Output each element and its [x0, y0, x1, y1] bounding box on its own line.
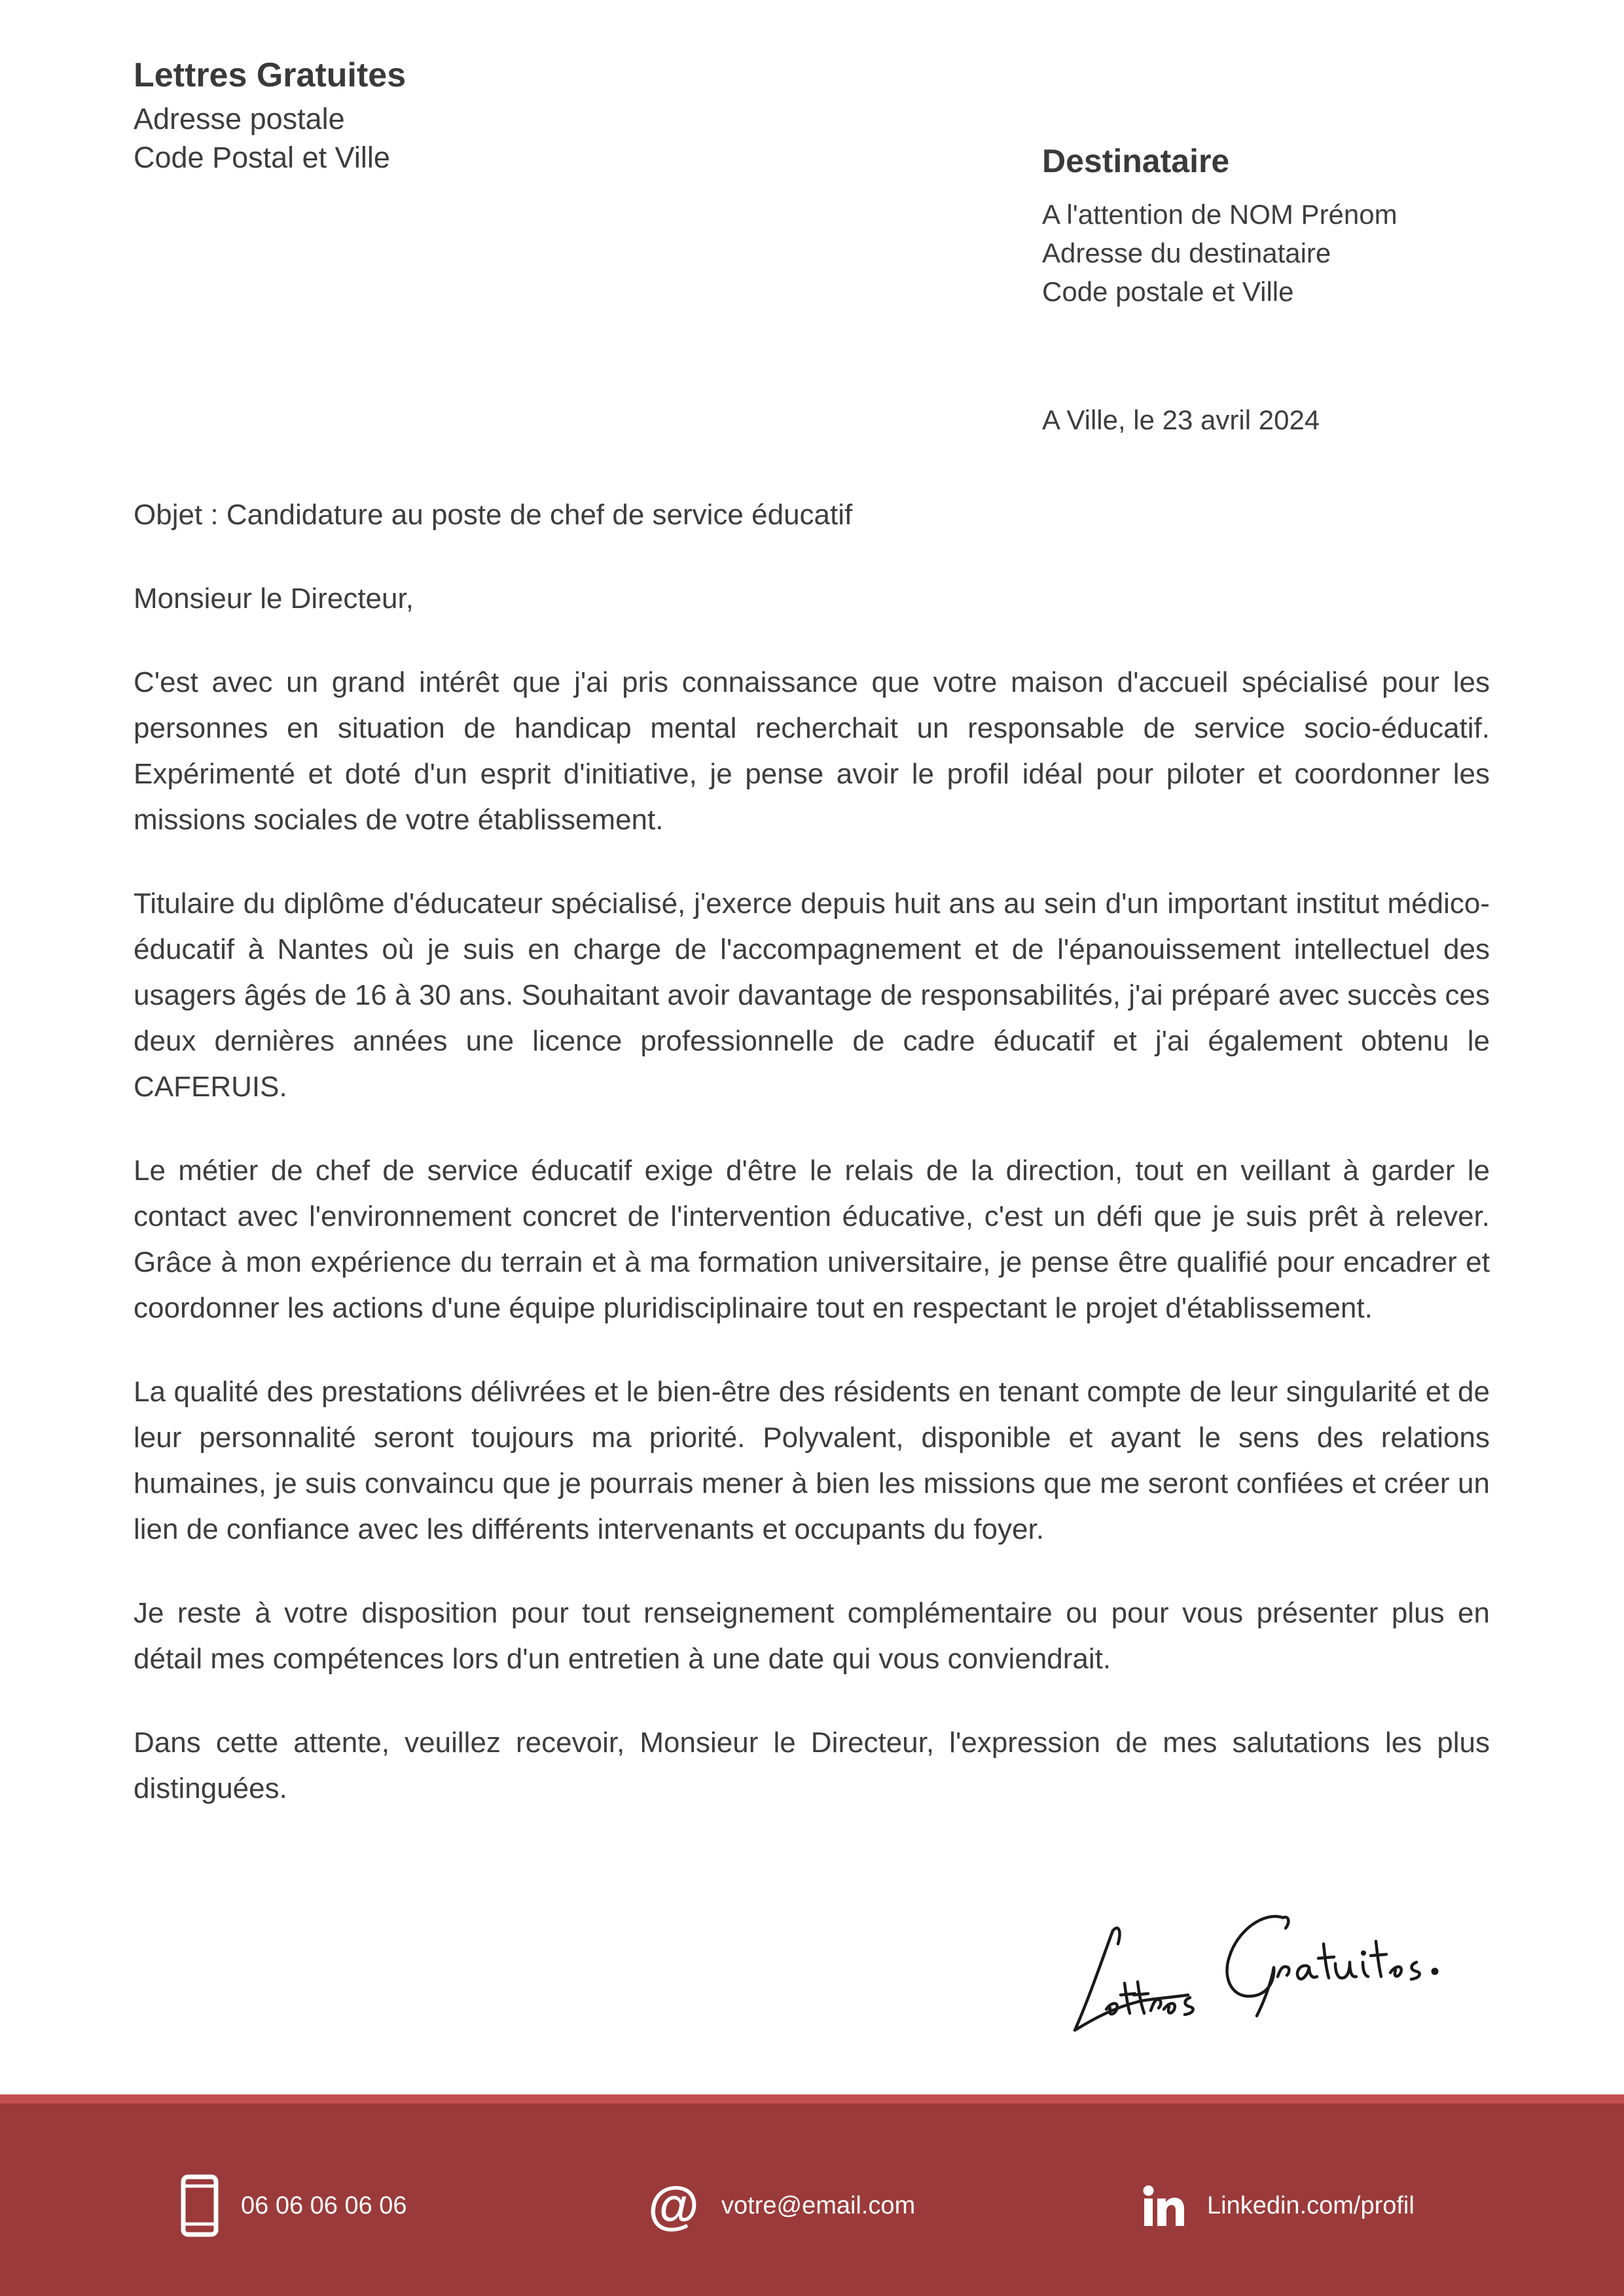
recipient-title: Destinataire: [1042, 143, 1230, 179]
contact-email: [648, 2174, 915, 2237]
letter-paragraph: Le métier de chef de service éducatif exige d'être le relais de la direction, tout en veillant à garder le contact avec l'environnement concret de l'intervention éducative, c'est un défi que je suis prêt à relever. Grâce à mon expérience du terrain et à ma formation universitaire, je pense être qualifié pour encadrer et coordonner les actions d'une équipe pluridisciplinaire tout en respectant le projet d'établissement.: [134, 1155, 1490, 1324]
at-sign-icon: @: [648, 2176, 700, 2234]
recipient-attention: A l'attention de NOM Prénom: [1042, 199, 1398, 230]
contact-phone-text[interactable]: 06 06 06 06 06: [241, 2191, 407, 2219]
letter-paragraph: Dans cette attente, veuillez recevoir, Monsieur le Directeur, l'expression de mes salutations les plus distinguées.: [134, 1727, 1490, 1804]
letter-paragraph: Je reste à votre disposition pour tout renseignement complémentaire ou pour vous présenter plus en détail mes compétences lors d'un entretien à une date qui vous conviendrait.: [134, 1597, 1490, 1675]
letter-subject: Objet : Candidature au poste de chef de service éducatif: [134, 499, 853, 531]
recipient-address: Adresse du destinataire: [1042, 238, 1331, 268]
signature-image: [1067, 1885, 1447, 2042]
letter-paragraph: La qualité des prestations délivrées et le bien-être des résidents en tenant compte de leur singularité et de leur personnalité seront toujours ma priorité. Polyvalent, disponible et ayant le sens des relations humaines, je suis convaincu que je pourrais mener à bien les missions que me seront confiées et créer un lien de confiance avec les différents intervenants et occupants du foyer.: [134, 1376, 1490, 1545]
sender-name: Lettres Gratuites: [134, 56, 406, 94]
linkedin-icon: [1143, 2185, 1185, 2226]
sender-city: Code Postal et Ville: [134, 141, 390, 174]
contact-linkedin-text[interactable]: Linkedin.com/profil: [1207, 2191, 1415, 2219]
contact-email-text[interactable]: votre@email.com: [721, 2191, 916, 2219]
letter-date: A Ville, le 23 avril 2024: [1042, 404, 1320, 435]
letter-paragraph: C'est avec un grand intérêt que j'ai pris connaissance que votre maison d'accueil spécialisé pour les personnes en situation de handicap mental recherchait un responsable de service socio-éducatif. Expérimenté et doté d'un esprit d'initiative, je pense avoir le profil idéal pour piloter et coordonner les missions sociales de votre établissement.: [134, 666, 1490, 836]
letter-salutation: Monsieur le Directeur,: [134, 583, 414, 615]
letter-body: [134, 492, 1490, 1850]
letter-paragraph: Titulaire du diplôme d'éducateur spécialisé, j'exerce depuis huit ans au sein d'un important institut médico-éducatif à Nantes où je suis en charge de l'accompagnement et de l'épanouissement intellectuel des usagers âgés de 16 à 30 ans. Souhaitant avoir davantage de responsabilités, j'ai préparé avec succès ces deux dernières années une licence professionnelle de cadre éducatif et j'ai également obtenu le CAFERUIS.: [134, 888, 1490, 1103]
recipient-block: [1042, 135, 1566, 311]
sender-address: Adresse postale: [134, 102, 345, 135]
mobile-phone-icon: [181, 2174, 219, 2237]
contact-linkedin: [1143, 2174, 1415, 2237]
contact-phone: [181, 2174, 407, 2237]
sender-block: [134, 51, 723, 177]
recipient-city: Code postale et Ville: [1042, 276, 1294, 307]
footer-contact-bar: [0, 2094, 1624, 2296]
